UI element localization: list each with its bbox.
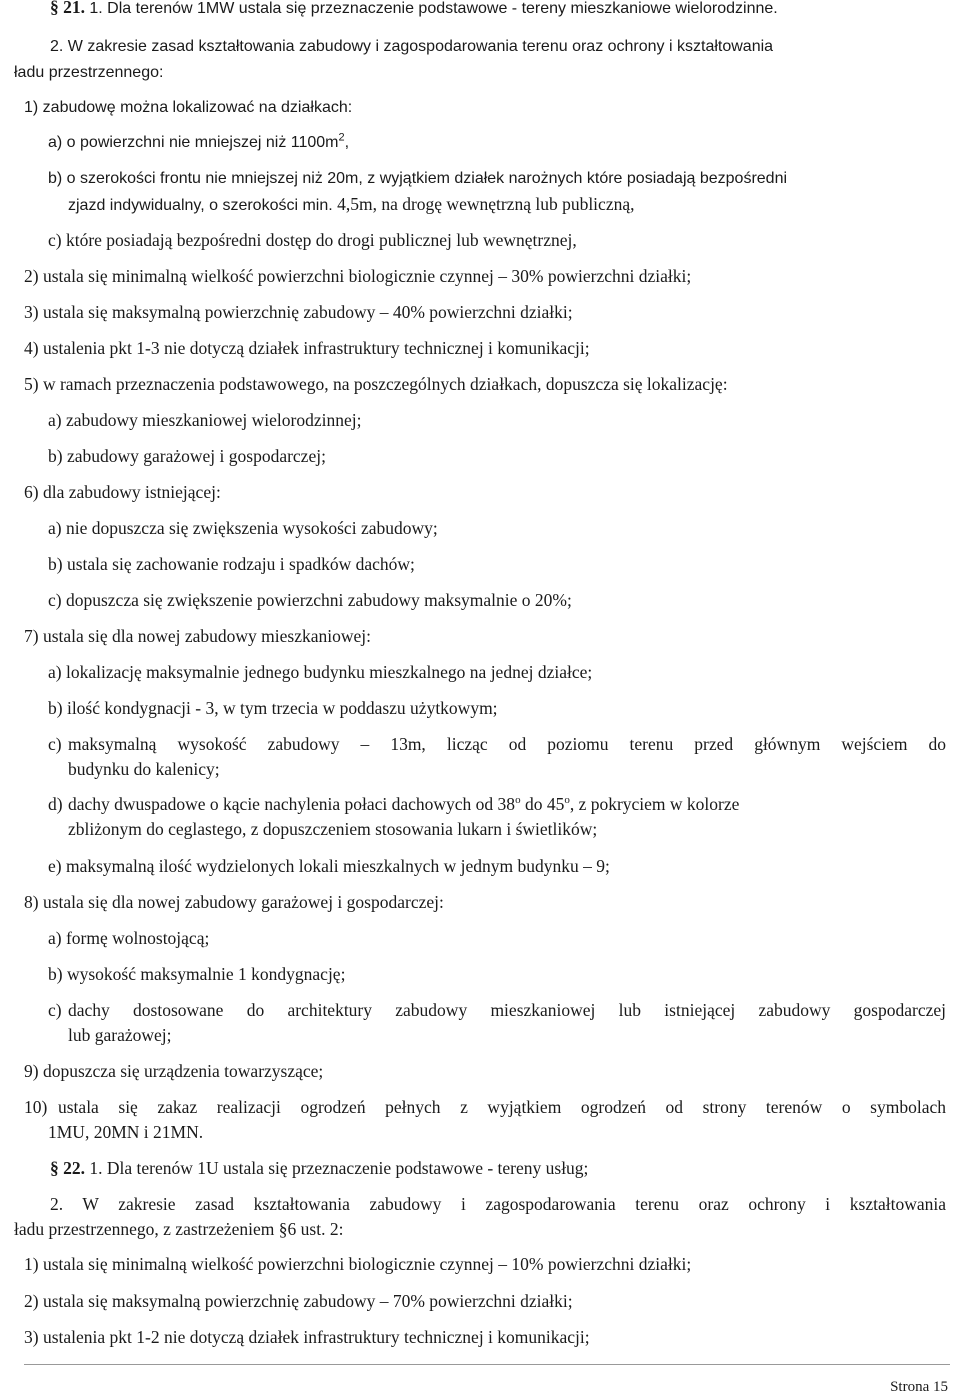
footer-divider [24,1364,950,1365]
item-7b: b) ilość kondygnacji - 3, w tym trzecia w poddaszu użytkowym; [48,698,498,718]
item-1a [48,132,349,154]
item-7d-text-b: do 45 [524,794,565,814]
item-7d-label: d) [48,794,63,814]
item-10-line1: ustala się zakaz realizacji ogrodzeń pełnych z wyjątkiem ogrodzeń od strony terenów o symbolach [58,1097,946,1117]
item-5b: b) zabudowy garażowej i gospodarczej; [48,446,326,466]
item-7d-sup1: o [515,794,521,807]
item-6: 6) dla zabudowy istniejącej: [24,482,221,502]
section-number: 21. [63,0,85,17]
item-5a: a) zabudowy mieszkaniowej wielorodzinnej; [48,410,362,430]
page-number: Strona 15 [890,1379,948,1395]
item-1b-line2 [68,193,634,217]
item-8a: a) formę wolnostojącą; [48,928,210,948]
item-8c-line1: dachy dostosowane do architektury zabudowy mieszkaniowej lub istniejącej zabudowy gospodarczej [68,1000,946,1020]
item-7d-text-c: , z pokryciem w kolorze [569,794,740,814]
item-4: 4) ustalenia pkt 1-3 nie dotyczą działek infrastruktury technicznej i komunikacji; [24,338,590,358]
item-1a-text: a) o powierzchni nie mniejszej niż 1100m [48,134,339,151]
section-sign: § [50,0,59,17]
item-10-label: 10) [24,1097,48,1117]
item-6a: a) nie dopuszcza się zwiększenia wysokości zabudowy; [48,518,438,538]
item-10-line2: 1MU, 20MN i 21MN. [48,1122,204,1142]
item-7: 7) ustala się dla nowej zabudowy mieszkaniowej: [24,626,371,646]
item-7c-label: c) [48,734,62,754]
section-22-p2-line2: ładu przestrzennego, z zastrzeżeniem §6 ust. 2: [14,1219,344,1239]
section-22-heading [50,1157,588,1179]
item-7c-line1: maksymalną wysokość zabudowy – 13m, licząc od poziomu terenu przed głównym wejściem do [68,734,946,754]
section-22-p1: 1. Dla terenów 1U ustala się przeznaczenie podstawowe - tereny usług; [89,1158,589,1178]
item-1a-sup: 2 [338,131,345,144]
item-9: 9) dopuszcza się urządzenia towarzyszące; [24,1061,324,1081]
s22-item-3: 3) ustalenia pkt 1-2 nie dotyczą działek infrastruktury technicznej i komunikacji; [24,1327,590,1347]
item-7d-line2: zbliżonym do ceglastego, z dopuszczeniem stosowania lukarn i świetlików; [68,819,598,839]
item-8: 8) ustala się dla nowej zabudowy garażowej i gospodarczej: [24,892,444,912]
section-22-p2-line1: 2. W zakresie zasad kształtowania zabudowy i zagospodarowania terenu oraz ochrony i kształtowania [50,1194,946,1214]
section-21-p1: 1. Dla terenów 1MW ustala się przeznaczenie podstawowe - tereny mieszkaniowe wielorodzinne. [89,0,778,17]
section-21-heading [50,0,778,20]
item-7d-text-a: dachy dwuspadowe o kącie nachylenia połaci dachowych od 38 [68,794,516,814]
item-2: 2) ustala się minimalną wielkość powierzchni biologicznie czynnej – 30% powierzchni działki; [24,266,692,286]
item-8b: b) wysokość maksymalnie 1 kondygnację; [48,964,346,984]
item-7a: a) lokalizację maksymalnie jednego budynku mieszkalnego na jednej działce; [48,662,593,682]
item-1b-line2-b: 4,5m, na drogę wewnętrzną lub publiczną, [337,194,635,214]
section-sign: § [50,1158,59,1178]
item-1b-line2-a: zjazd indywidualny, o szerokości min. [68,197,333,214]
s22-item-1: 1) ustala się minimalną wielkość powierzchni biologicznie czynnej – 10% powierzchni działki; [24,1254,692,1274]
item-1b-line1: b) o szerokości frontu nie mniejszej niż 20m, z wyjątkiem działek narożnych które posiadają bezpośredni [48,170,788,187]
item-8c-label: c) [48,1000,62,1020]
item-3: 3) ustala się maksymalną powierzchnię zabudowy – 40% powierzchni działki; [24,302,573,322]
section-21-p2-line2: ładu przestrzennego: [14,64,164,81]
item-8c-line2: lub garażowej; [68,1025,172,1045]
item-7e: e) maksymalną ilość wydzielonych lokali mieszkalnych w jednym budynku – 9; [48,856,610,876]
item-6c: c) dopuszcza się zwiększenie powierzchni zabudowy maksymalnie o 20%; [48,590,572,610]
item-5: 5) w ramach przeznaczenia podstawowego, na poszczególnych działkach, dopuszcza się lokalizację: [24,374,728,394]
s22-item-2: 2) ustala się maksymalną powierzchnię zabudowy – 70% powierzchni działki; [24,1291,573,1311]
item-7c-line2: budynku do kalenicy; [68,759,220,779]
item-1: 1) zabudowę można lokalizować na działkach: [24,99,353,116]
item-7d-sup2: o [564,794,570,807]
section-number: 22. [63,1158,85,1178]
item-6b: b) ustala się zachowanie rodzaju i spadków dachów; [48,554,415,574]
item-1a-post: , [344,134,350,151]
item-7d-line1 [68,793,739,815]
section-21-p2-line1: 2. W zakresie zasad kształtowania zabudowy i zagospodarowania terenu oraz ochrony i kształtowania [50,38,774,55]
item-1c: c) które posiadają bezpośredni dostęp do drogi publicznej lub wewnętrznej, [48,230,577,250]
